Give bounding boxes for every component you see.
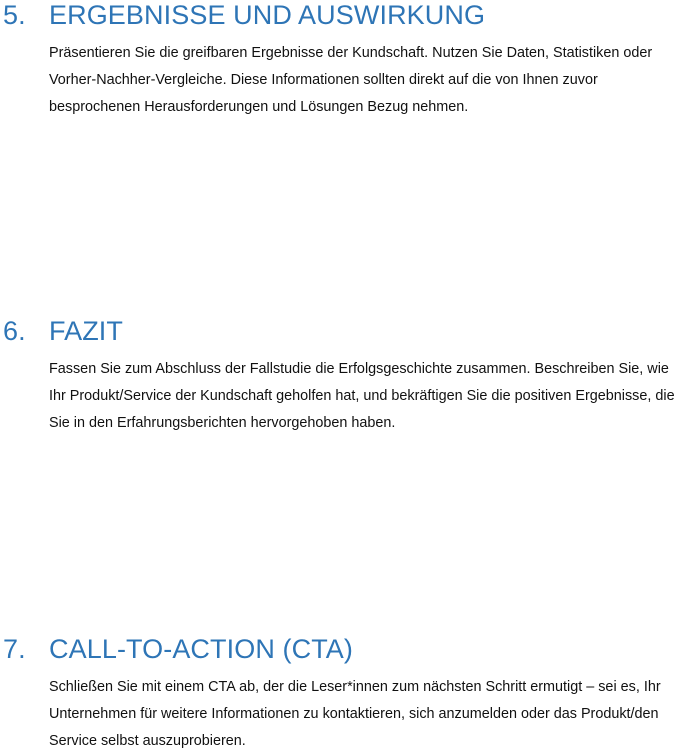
section-heading (0, 0, 690, 36)
section-title: CALL-TO-ACTION (CTA) (49, 634, 354, 664)
section-title: ERGEBNISSE UND AUSWIRKUNG (49, 0, 486, 30)
section-heading (0, 316, 690, 352)
section-number: 6. (3, 316, 26, 346)
section-heading (0, 634, 690, 670)
section-title: FAZIT (49, 316, 123, 346)
section-call-to-action (0, 634, 690, 749)
section-number: 5. (3, 0, 26, 30)
section-body: Präsentieren Sie die greifbaren Ergebnisse der Kundschaft. Nutzen Sie Daten, Statistiken oder Vorher-Nachher-Vergleiche. Diese Informationen sollten direkt auf die von Ihnen zuvor besprochenen Herausforderungen und Lösungen Bezug nehmen. (49, 45, 653, 115)
section-conclusion (0, 316, 690, 431)
section-body: Schließen Sie mit einem CTA ab, der die Leser*innen zum nächsten Schritt ermutigt – sei es, Ihr Unternehmen für weitere Informationen zu kontaktieren, sich anzumelden oder das Produkt/den Service selbst auszuprobieren. (49, 679, 661, 749)
section-results (0, 0, 690, 115)
section-body: Fassen Sie zum Abschluss der Fallstudie die Erfolgsgeschichte zusammen. Beschreiben Sie, wie Ihr Produkt/Service der Kundschaft geholfen hat, und bekräftigen Sie die positiven Ergebnisse, die Sie in den Erfahrungsberichten hervorgehoben haben. (49, 361, 675, 431)
section-number: 7. (3, 634, 26, 664)
